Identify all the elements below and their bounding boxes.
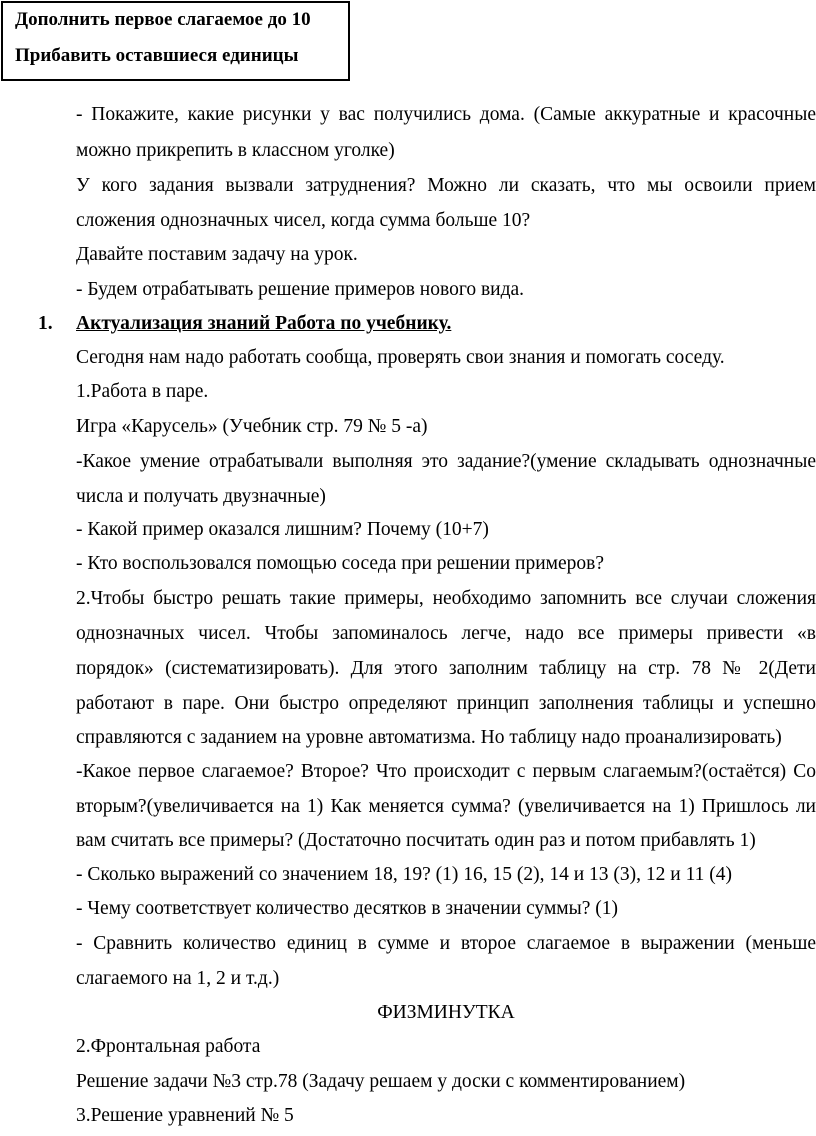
text-line: 1.Работа в паре. [76,381,209,402]
text-line: можно прикрепить в классном уголке) [76,140,395,161]
text-line: однозначных чисел. Чтобы запоминалось легче, надо все примеры привести «в [76,623,816,644]
text-line: вторым?(увеличивается на 1) Как меняется сумма? (увеличивается на 1) Пришлось ли [76,796,816,817]
rule-line-2: Прибавить оставшиеся единицы [15,45,299,66]
text-line: - Покажите, какие рисунки у вас получились дома. (Самые аккуратные и красочные [76,104,816,125]
section-heading-text: Актуализация знаний Работа по учебнику. [76,313,452,334]
text-line: - Сколько выражений со значением 18, 19? (1) 16, 15 (2), 14 и 13 (3), 12 и 11 (4) [76,864,732,885]
text-line: -Какое умение отрабатывали выполняя это задание?(умение складывать однозначные [76,451,816,472]
text-line: вам считать все примеры? (Достаточно посчитать один раз и потом прибавлять 1) [76,830,756,851]
text-line: числа и получать двузначные) [76,486,326,507]
text-line: 3.Решение уравнений № 5 [76,1105,294,1126]
text-line: У кого задания вызвали затруднения? Можно ли сказать, что мы освоили прием [76,175,816,196]
text-line: Давайте поставим задачу на урок. [76,244,358,265]
section-title-fizminutka: ФИЗМИНУТКА [377,1002,515,1023]
text-line: работают в паре. Они быстро определяют принцип заполнения таблицы и успешно [76,693,816,714]
text-line: -Какое первое слагаемое? Второе? Что происходит с первым слагаемым?(остаётся) Со [76,761,816,782]
text-line: 2.Фронтальная работа [76,1036,261,1057]
text-line: - Сравнить количество единиц в сумме и второе слагаемое в выражении (меньше [76,933,816,954]
section-heading [76,312,816,336]
text-line: 2.Чтобы быстро решать такие примеры, необходимо запомнить все случаи сложения [76,588,816,609]
list-number: 1. [38,313,53,334]
text-line: - Кто воспользовался помощью соседа при решении примеров? [76,553,605,574]
text-line: сложения однозначных чисел, когда сумма больше 10? [76,210,531,231]
rules-box [1,1,350,81]
text-line: - Будем отрабатывать решение примеров нового вида. [76,279,525,300]
text-line: Сегодня нам надо работать сообща, проверять свои знания и помогать соседу. [76,347,725,368]
text-line: порядок» (систематизировать). Для этого заполним таблицу на стр. 78 № 2(Дети [76,658,816,679]
text-line: - Какой пример оказался лишним? Почему (10+7) [76,519,489,540]
text-line: справляются с заданием на уровне автоматизма. Но таблицу надо проанализировать) [76,727,782,748]
text-line: Решение задачи №3 стр.78 (Задачу решаем у доски с комментированием) [76,1071,686,1092]
rule-line-1: Дополнить первое слагаемое до 10 [15,9,311,30]
text-line: Игра «Карусель» (Учебник стр. 79 № 5 -а) [76,416,428,437]
text-line: слагаемого на 1, 2 и т.д.) [76,968,280,989]
text-line: - Чему соответствует количество десятков в значении суммы? (1) [76,898,619,919]
